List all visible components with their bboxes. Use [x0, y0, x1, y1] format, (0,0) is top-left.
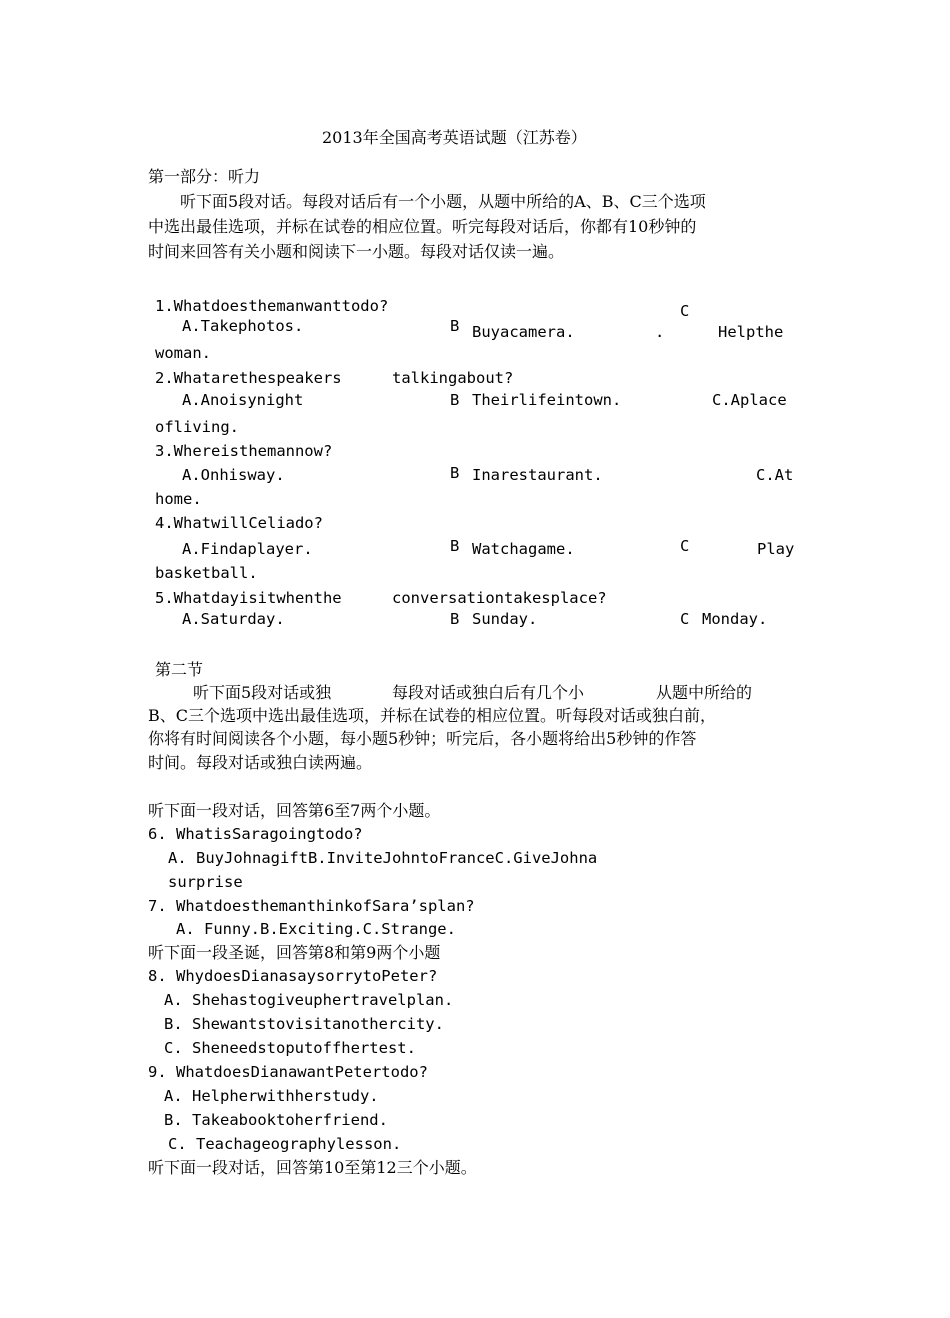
q1-c-letter: C	[680, 302, 690, 320]
q5-stem-b: conversationtakesplace?	[392, 589, 607, 607]
q5-b-letter: B	[450, 610, 460, 628]
q9-stem: 9. WhatdoesDianawantPetertodo?	[148, 1063, 428, 1081]
part2-intro-1b: 每段对话或独白后有几个小	[392, 683, 585, 702]
page-title: 2013年全国高考英语试题（江苏卷）	[322, 128, 587, 147]
q2-stem-b: talkingabout?	[392, 369, 514, 387]
q9-option-b: B. Takeabooktoherfriend.	[164, 1111, 388, 1129]
q4-wrap: basketball.	[155, 564, 258, 582]
q4-option-c: Play	[757, 540, 795, 558]
q4-option-b: Watchagame.	[472, 540, 575, 558]
q5-stem-a: 5.Whatdayisitwhenthe	[155, 589, 342, 607]
q6-options: A. BuyJohnagiftB.InviteJohntoFranceC.GiveJohna	[168, 849, 598, 867]
group1-instruction: 听下面一段对话，回答第6至7两个小题。	[148, 801, 441, 820]
q7-stem: 7. WhatdoesthemanthinkofSara’splan?	[148, 897, 475, 915]
q8-option-b: B. Shewantstovisitanothercity.	[164, 1015, 444, 1033]
q2-option-c: C.Aplace	[712, 391, 787, 409]
q8-option-c: C. Sheneedstoputoffhertest.	[164, 1039, 416, 1057]
q1-b-letter: B	[450, 317, 460, 335]
q3-stem: 3.Whereisthemannow?	[155, 442, 333, 460]
q6-stem: 6. WhatisSaragoingtodo?	[148, 825, 363, 843]
q1-wrap: woman.	[155, 344, 211, 362]
part1-intro-line3: 时间来回答有关小题和阅读下一小题。每段对话仅读一遍。	[148, 242, 565, 261]
part1-intro-line1: 听下面5段对话。每段对话后有一个小题，从题中所给的A、B、C三个选项	[180, 192, 706, 211]
q2-wrap: ofliving.	[155, 418, 239, 436]
q8-stem: 8. WhydoesDianasaysorrytoPeter?	[148, 967, 438, 985]
q2-b-letter: B	[450, 391, 460, 409]
q1-option-a: A.Takephotos.	[182, 317, 304, 335]
q3-b-letter: B	[450, 464, 460, 482]
q5-option-a: A.Saturday.	[182, 610, 285, 628]
q9-option-c: C. Teachageographylesson.	[168, 1135, 402, 1153]
q3-option-a: A.Onhisway.	[182, 466, 285, 484]
part2-heading: 第二节	[155, 660, 204, 679]
part1-heading: 第一部分：听力	[148, 167, 261, 186]
part2-intro-2: B、C三个选项中选出最佳选项，并标在试卷的相应位置。听每段对话或独白前，	[148, 706, 717, 725]
q3-wrap: home.	[155, 490, 202, 508]
q8-option-a: A. Shehastogiveuphertravelplan.	[164, 991, 454, 1009]
q5-option-b: Sunday.	[472, 610, 538, 628]
q3-option-c: C.At	[756, 466, 794, 484]
q4-stem: 4.WhatwillCeliado?	[155, 514, 323, 532]
part1-intro-line2: 中选出最佳选项，并标在试卷的相应位置。听完每段对话后，你都有10秒钟的	[148, 217, 697, 236]
q1-option-c: Helpthe	[718, 323, 784, 341]
q1-dot: .	[655, 323, 665, 341]
q1-stem: 1.Whatdoesthemanwanttodo?	[155, 297, 389, 315]
q5-c-letter: C	[680, 610, 690, 628]
q3-option-b: Inarestaurant.	[472, 466, 603, 484]
q4-b-letter: B	[450, 537, 460, 555]
q4-c-letter: C	[680, 537, 690, 555]
q2-stem-a: 2.Whatarethespeakers	[155, 369, 342, 387]
group3-instruction: 听下面一段对话，回答第10至第12三个小题。	[148, 1158, 477, 1177]
q5-option-c: Monday.	[702, 610, 768, 628]
part2-intro-1c: 从题中所给的	[656, 683, 753, 702]
part2-intro-4: 时间。每段对话或独白读两遍。	[148, 753, 373, 772]
q4-option-a: A.Findaplayer.	[182, 540, 313, 558]
q7-options: A. Funny.B.Exciting.C.Strange.	[176, 920, 456, 938]
part2-intro-1a: 听下面5段对话或独	[193, 683, 332, 702]
q6-wrap: surprise	[168, 873, 243, 891]
q2-option-a: A.Anoisynight	[182, 391, 304, 409]
part2-intro-3: 你将有时间阅读各个小题，每小题5秒钟；听完后，各小题将给出5秒钟的作答	[148, 729, 697, 748]
q9-option-a: A. Helpherwithherstudy.	[164, 1087, 379, 1105]
q1-option-b: Buyacamera.	[472, 323, 575, 341]
q2-option-b: Theirlifeintown.	[472, 391, 622, 409]
group2-instruction: 听下面一段圣诞，回答第8和第9两个小题	[148, 943, 441, 962]
